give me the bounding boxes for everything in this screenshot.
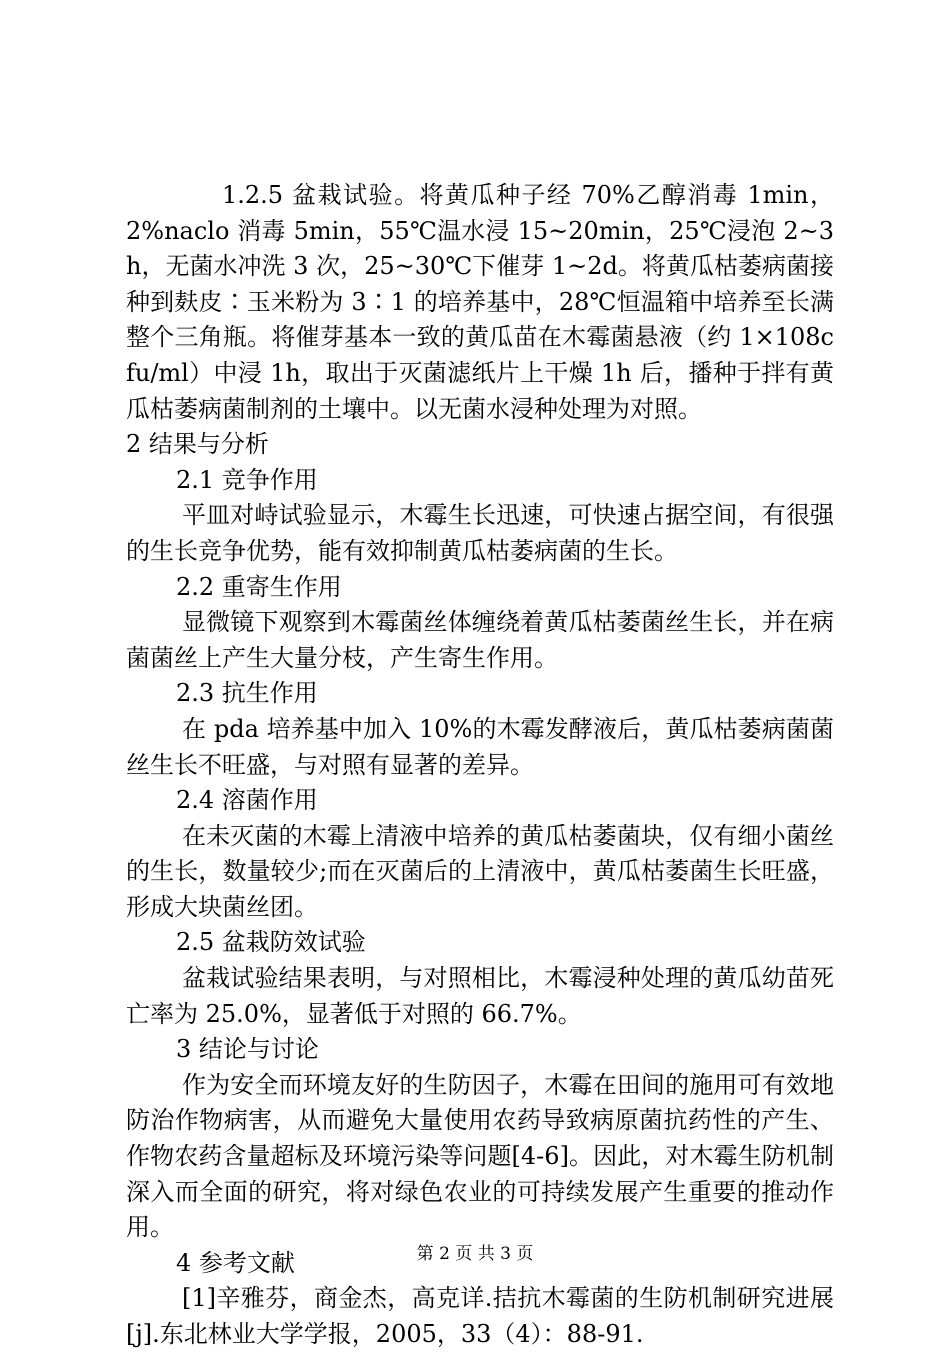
document-body: [126, 178, 834, 1353]
heading-mycoparasitism: 2.2 重寄生作用: [176, 572, 342, 601]
paragraph-lysis: 在未灭菌的木霉上清液中培养的黄瓜枯萎菌块，仅有细小菌丝的生长，数量较少;而在灭菌后的上清液中，黄瓜枯萎菌生长旺盛，形成大块菌丝团。: [126, 821, 834, 921]
heading-competition: 2.1 竞争作用: [176, 465, 318, 494]
heading-results-analysis: 2 结果与分析: [126, 430, 269, 459]
heading-references: 4 参考文献: [176, 1248, 295, 1277]
paragraph-competition: 平皿对峙试验显示，木霉生长迅速，可快速占据空间，有很强的生长竞争优势，能有效抑制黄瓜枯萎病菌的生长。: [126, 501, 834, 565]
heading-pot-efficacy: 2.5 盆栽防效试验: [176, 928, 366, 957]
page-footer: 第 2 页 共 3 页: [416, 1244, 534, 1264]
heading-conclusion: 3 结论与讨论: [176, 1035, 319, 1064]
reference-item: [1]辛雅芬，商金杰，高克详.拮抗木霉菌的生防机制研究进展[j].东北林业大学学报，2005，33（4）：88-91.: [126, 1284, 834, 1348]
paragraph-antibiosis: 在 pda 培养基中加入 10%的木霉发酵液后，黄瓜枯萎病菌菌丝生长不旺盛，与对照有显著的差异。: [126, 714, 834, 779]
paragraph-pot-efficacy: 盆栽试验结果表明，与对照相比，木霉浸种处理的黄瓜幼苗死亡率为 25.0%，显著低于对照的 66.7%。: [126, 964, 834, 1028]
paragraph-mycoparasitism: 显微镜下观察到木霉菌丝体缠绕着黄瓜枯萎菌丝生长，并在病菌菌丝上产生大量分枝，产生寄生作用。: [126, 608, 834, 672]
paragraph-conclusion: 作为安全而环境友好的生防因子，木霉在田间的施用可有效地防治作物病害，从而避免大量使用农药导致病原菌抗药性的产生、作物农药含量超标及环境污染等问题[4-6]。因此，对木霉生防机制深入而全面的研究，将对绿色农业的可持续发展产生重要的推动作用。: [126, 1070, 834, 1242]
paragraph-pot-experiment-method: 1.2.5 盆栽试验。将黄瓜种子经 70%乙醇消毒 1min，2%naclo 消毒 5min，55℃温水浸 15~20min，25℃浸泡 2~3h，无菌水冲洗 3 次，25~30℃下催芽 1~2d。将黄瓜枯萎病菌接种到麸皮∶玉米粉为 3∶1 的培养基中，28℃恒温箱中培养至长满整个三角瓶。将催芽基本一致的黄瓜苗在木霉菌悬液（约 1×108cfu/ml）中浸 1h，取出于灭菌滤纸片上干燥 1h 后，播种于拌有黄瓜枯萎病菌制剂的土壤中。以无菌水浸种处理为对照。: [126, 181, 834, 423]
heading-lysis: 2.4 溶菌作用: [176, 786, 318, 815]
heading-antibiosis: 2.3 抗生作用: [176, 679, 318, 708]
